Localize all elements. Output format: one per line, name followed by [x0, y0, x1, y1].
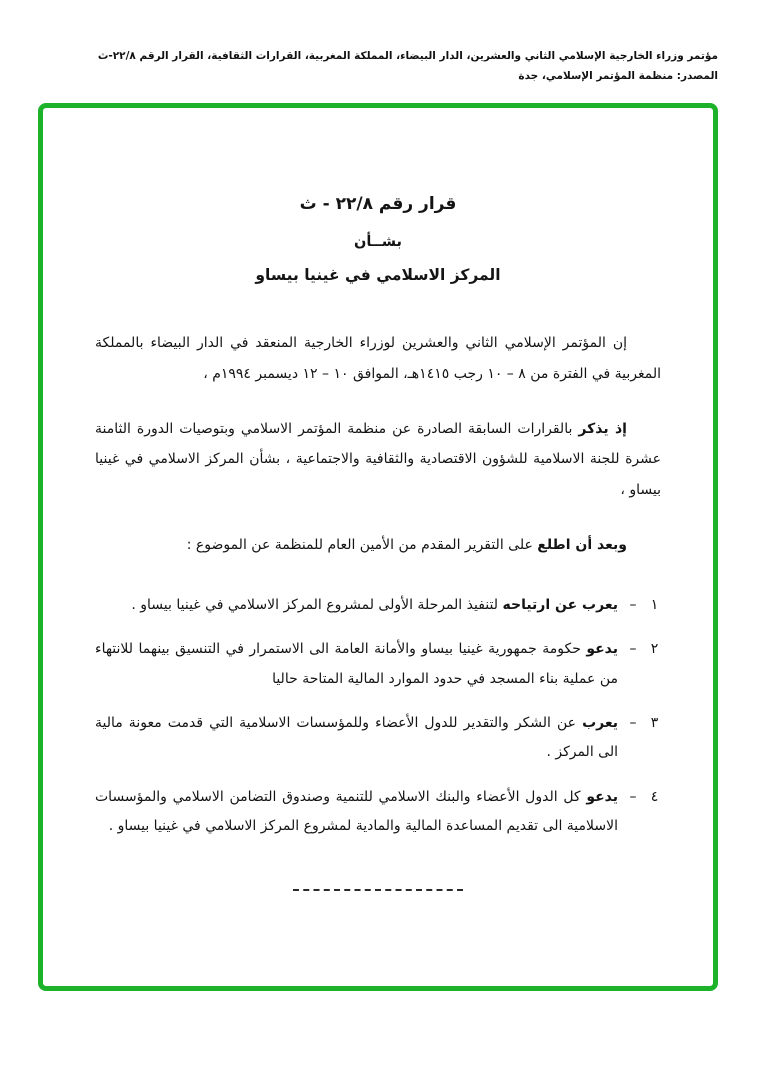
signature-divider: [293, 889, 463, 891]
item-number: ٢: [650, 641, 659, 658]
header-line-1: مؤتمر وزراء الخارجية الإسلامي الثاني والعشرين، الدار البيضاء، المملكة المغربية، القرارات الثقافية، القرار الرقم ٢٢/٨-ث: [97, 50, 718, 62]
item-number: ٤: [650, 788, 659, 805]
item-text: [95, 591, 618, 620]
item-lead: يعرب عن ارتياحه: [502, 596, 618, 613]
paragraph-text: إن المؤتمر الإسلامي الثاني والعشرين لوزراء الخارجية المنعقد في الدار البيضاء بالمملكة المغربية في الفترة من ٨ – ١٠ رجب ١٤١٥هـ، الموافق ١٠ – ١٢ ديسمبر ١٩٩٤م ،: [95, 334, 661, 382]
recall-paragraph: [95, 414, 661, 506]
item-lead: يدعو: [586, 788, 618, 805]
item-dash: –: [629, 788, 637, 805]
item-dash: –: [629, 596, 637, 613]
item-number: ١: [650, 596, 659, 613]
list-item: [95, 783, 661, 842]
item-body: عن الشكر والتقدير للدول الأعضاء وللمؤسسات الاسلامية التي قدمت معونة مالية الى المركز .: [95, 714, 618, 761]
list-item: [95, 635, 661, 694]
item-text: [95, 709, 618, 768]
item-text: [95, 635, 618, 694]
resolution-subject: المركز الاسلامي في غينيا بيساو: [255, 265, 501, 284]
item-body: كل الدول الأعضاء والبنك الاسلامي للتنمية وصندوق التضامن الاسلامي والمؤسسات الاسلامية الى تقديم المساعدة المالية والمادية لمشروع المركز الاسلامي في غينيا بيساو .: [95, 788, 618, 835]
paragraph-text: بالقرارات السابقة الصادرة عن منظمة المؤتمر الاسلامي وبتوصيات الدورة الثامنة عشرة للجنة الاسلامية للشؤون الاقتصادية والثقافية والاجتماعية ، بشأن المركز الاسلامي في غينيا بيساو ،: [95, 420, 661, 499]
paragraph-lead: إذ يذكر: [578, 420, 627, 437]
resolution-title: قرار رقم ٢٢/٨ - ث: [299, 193, 457, 214]
item-body: لتنفيذ المرحلة الأولى لمشروع المركز الاسلامي في غينيا بيساو .: [131, 596, 503, 613]
item-number: ٣: [650, 714, 659, 731]
item-text: [95, 783, 618, 842]
item-lead: يعرب: [582, 714, 618, 731]
item-lead: يدعو: [586, 641, 618, 658]
list-item: [95, 709, 661, 768]
green-frame: [38, 103, 718, 991]
item-dash: –: [629, 714, 637, 731]
resolution-subtitle: بشــأن: [354, 233, 402, 250]
document-header: [0, 0, 758, 87]
preamble-paragraph: [95, 328, 661, 390]
resolution-items: [95, 591, 661, 842]
header-line-2: المصدر: منظمة المؤتمر الإسلامي، جدة: [518, 70, 718, 83]
list-item: [95, 591, 661, 620]
report-paragraph: [95, 530, 661, 561]
paragraph-text: على التقرير المقدم من الأمين العام للمنظمة عن الموضوع :: [186, 536, 538, 553]
paragraph-lead: وبعد أن اطلع: [537, 536, 627, 553]
item-body: حكومة جمهورية غينيا بيساو والأمانة العامة الى الاستمرار في التنسيق بينهما للانتهاء من عملية بناء المسجد في حدود الموارد المالية المتاحة حاليا: [95, 641, 618, 687]
item-dash: –: [629, 641, 637, 658]
